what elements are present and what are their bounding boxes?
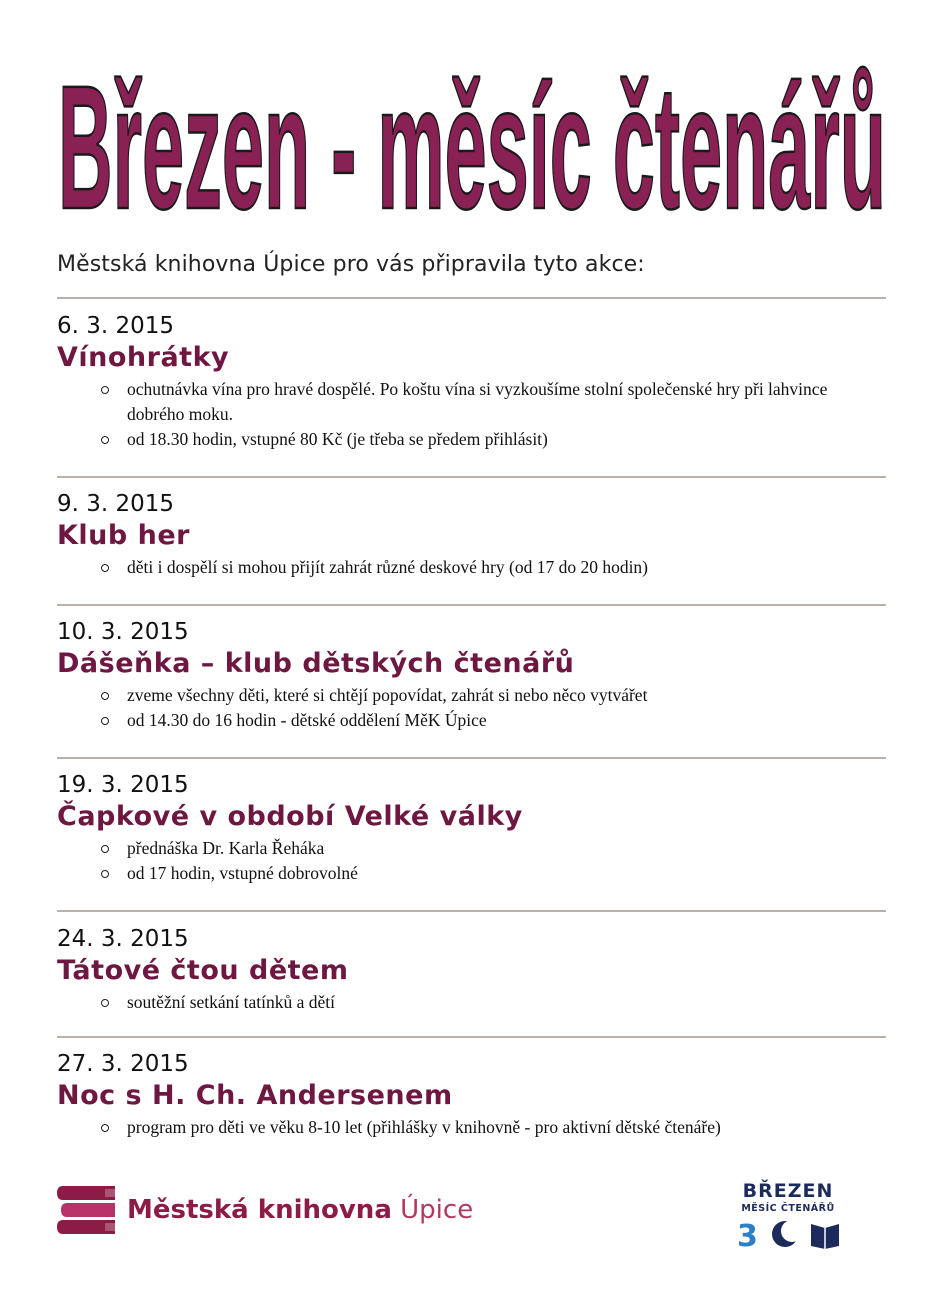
event-detail-item: od 18.30 hodin, vstupné 80 Kč (je třeba se předem přihlásit): [97, 427, 886, 452]
book-stack-icon: [55, 1184, 117, 1236]
divider: [57, 604, 886, 606]
event-klub-her: [57, 489, 886, 580]
badge-icons: [735, 1218, 843, 1250]
divider: [57, 757, 886, 759]
event-date: 27. 3. 2015: [57, 1051, 189, 1077]
moon-icon: [772, 1220, 803, 1247]
event-title: Noc s H. Ch. Andersenem: [57, 1080, 453, 1111]
divider: [57, 910, 886, 912]
page-title: [52, 42, 892, 222]
event-title: Vínohrátky: [57, 342, 230, 373]
divider: [57, 297, 886, 299]
library-logo: [55, 1182, 475, 1242]
event-details: [57, 683, 886, 733]
library-logo-name: Městská knihovna: [127, 1195, 392, 1225]
event-details: [57, 836, 886, 886]
divider: [57, 1036, 886, 1038]
event-title: Dášeňka – klub dětských čtenářů: [57, 648, 575, 679]
event-title: Klub her: [57, 520, 190, 551]
event-tatove: [57, 924, 886, 1015]
event-detail-item: ochutnávka vína pro hravé dospělé. Po koštu vína si vyzkoušíme stolní společenské hry při lahvince dobrého moku.: [97, 377, 886, 427]
event-date: 9. 3. 2015: [57, 491, 175, 517]
badge-title: BŘEZEN: [742, 1180, 834, 1202]
page-title-graphic: [52, 42, 892, 222]
event-details: [57, 377, 886, 452]
event-details: [57, 1115, 886, 1140]
event-detail-item: děti i dospělí si mohou přijít zahrát různé deskové hry (od 17 do 20 hodin): [97, 555, 886, 580]
page-title-text: Březen - měsíc čtenářů: [58, 50, 886, 222]
event-detail-item: od 17 hodin, vstupné dobrovolné: [97, 861, 886, 886]
library-logo-town: Úpice: [400, 1195, 474, 1225]
event-detail-item: zveme všechny děti, které si chtějí popovídat, zahrát si nebo něco vytvářet: [97, 683, 886, 708]
event-detail-item: od 14.30 do 16 hodin - dětské oddělení MěK Úpice: [97, 708, 886, 733]
event-title: Čapkové v období Velké války: [57, 801, 523, 832]
event-date: 19. 3. 2015: [57, 772, 189, 798]
book-icon: [811, 1224, 839, 1249]
event-detail-item: přednáška Dr. Karla Řeháka: [97, 836, 886, 861]
event-title: Tátové čtou dětem: [57, 955, 349, 986]
event-details: [57, 555, 886, 580]
library-logo-text: [127, 1195, 473, 1225]
event-detail-item: program pro děti ve věku 8-10 let (přihlášky v knihovně - pro aktivní dětské čtenáře): [97, 1115, 886, 1140]
badge-number: 3: [737, 1219, 758, 1250]
divider: [57, 476, 886, 478]
event-date: 6. 3. 2015: [57, 313, 175, 339]
brezen-badge: [735, 1180, 845, 1255]
event-vinohratky: [57, 311, 886, 452]
event-dasenka: [57, 617, 886, 733]
badge-subtitle: MĚSÍC ČTENÁŘŮ: [741, 1203, 835, 1214]
event-capkove: [57, 770, 886, 886]
event-noc-andersen: [57, 1049, 886, 1140]
event-details: [57, 990, 886, 1015]
event-detail-item: soutěžní setkání tatínků a dětí: [97, 990, 886, 1015]
intro-text: Městská knihovna Úpice pro vás připravila tyto akce:: [57, 252, 645, 277]
event-date: 10. 3. 2015: [57, 619, 189, 645]
event-date: 24. 3. 2015: [57, 926, 189, 952]
